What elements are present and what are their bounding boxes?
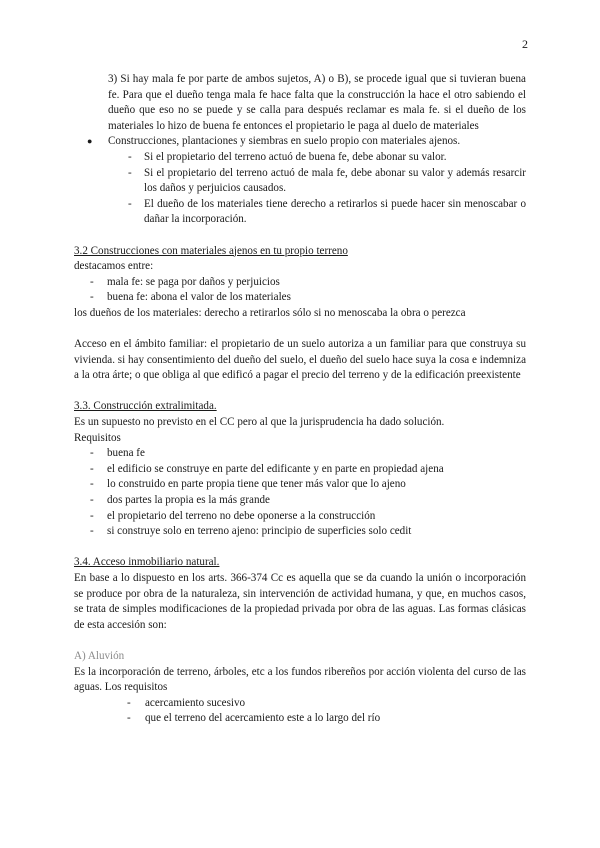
construcciones-list: [74, 150, 526, 228]
list-item: - Si el propietario del terreno actuó de mala fe, debe abonar su valor y además resarcir los daños y perjuicios causados.: [74, 166, 526, 197]
document-body: [74, 72, 526, 727]
list-item: - el edificio se construye en parte del edificante y en parte en propiedad ajena: [74, 462, 526, 478]
list-item: - dos partes la propia es la más grande: [74, 493, 526, 509]
intro-item-3: 3) Si hay mala fe por parte de ambos sujetos, A) o B), se procede igual que si tuvieran buena fe. Para que el dueño tenga mala fe hace falta que la construcción la hace el otro sabiendo el dueño que eso no se puede y se calla para después reclamar es mala fe. si el dueño de los materiales lo hizo de buena fe entonces el propietario le paga al duelo de materiales: [108, 73, 526, 132]
list-item: - si construye solo en terreno ajeno: principio de superficies solo cedit: [74, 524, 526, 540]
section-3-3-heading: 3.3. Construcción extralimitada.: [74, 400, 217, 413]
section-3-2-list: [74, 275, 526, 306]
section-3-2-family: Acceso en el ámbito familiar: el propietario de un suelo autoriza a un familiar para que construya su vivienda. si hay consentimiento del dueño del suelo, el dueño del suelo hace suya la cosa e indemniza a la otra árte; o que obliga al que edificó a pagar el precio del terreno y de la edificación preexistente: [74, 338, 526, 382]
section-3-2-lead: destacamos entre:: [74, 260, 154, 273]
bullet-construcciones-text: Construcciones, plantaciones y siembras en suelo propio con materiales ajenos.: [108, 135, 461, 148]
list-item: - Si el propietario del terreno actuó de buena fe, debe abonar su valor.: [74, 150, 526, 166]
list-item: - que el terreno del acercamiento este a lo largo del río: [74, 711, 526, 727]
section-3-4-intro: En base a lo dispuesto en los arts. 366-374 Cc es aquella que se da cuando la unión o incorporación se produce por obra de la naturaleza, sin intervención de actividad humana, y que, en muchos casos, se trata de simples modificaciones de la propiedad privada por obra de las aguas. Las formas clásicas de esta accesión son:: [74, 572, 526, 631]
aluvion-list: [74, 696, 526, 727]
aluvion-heading: A) Aluvión: [74, 649, 125, 662]
list-item: - buena fe: abona el valor de los materiales: [74, 290, 526, 306]
section-3-2-heading: 3.2 Construcciones con materiales ajenos en tu propio terreno: [74, 244, 348, 257]
aluvion-text: Es la incorporación de terreno, árboles, etc a los fundos ribereños por acción violenta del curso de las aguas. Los requisitos: [74, 665, 526, 694]
list-item: - mala fe: se paga por daños y perjuicios: [74, 275, 526, 291]
list-item: - El dueño de los materiales tiene derecho a retirarlos si puede hacer sin menoscabar o dañar la incorporación.: [74, 197, 526, 228]
page-number: 2: [522, 37, 528, 51]
list-item: - el propietario del terreno no debe oponerse a la construcción: [74, 509, 526, 525]
section-3-3-intro: Es un supuesto no previsto en el CC pero al que la jurisprudencia ha dado solución.: [74, 416, 445, 429]
bullet-construcciones: [74, 134, 526, 150]
section-3-4-heading: 3.4. Acceso inmobiliario natural.: [74, 556, 220, 569]
section-3-3-list: [74, 446, 526, 540]
list-item: - buena fe: [74, 446, 526, 462]
section-3-2-closing: los dueños de los materiales: derecho a retirarlos sólo si no menoscaba la obra o perezca: [74, 306, 466, 319]
section-3-3-requisitos: Requisitos: [74, 431, 121, 444]
list-item: - lo construido en parte propia tiene que tener más valor que lo ajeno: [74, 477, 526, 493]
list-item: - acercamiento sucesivo: [74, 696, 526, 712]
